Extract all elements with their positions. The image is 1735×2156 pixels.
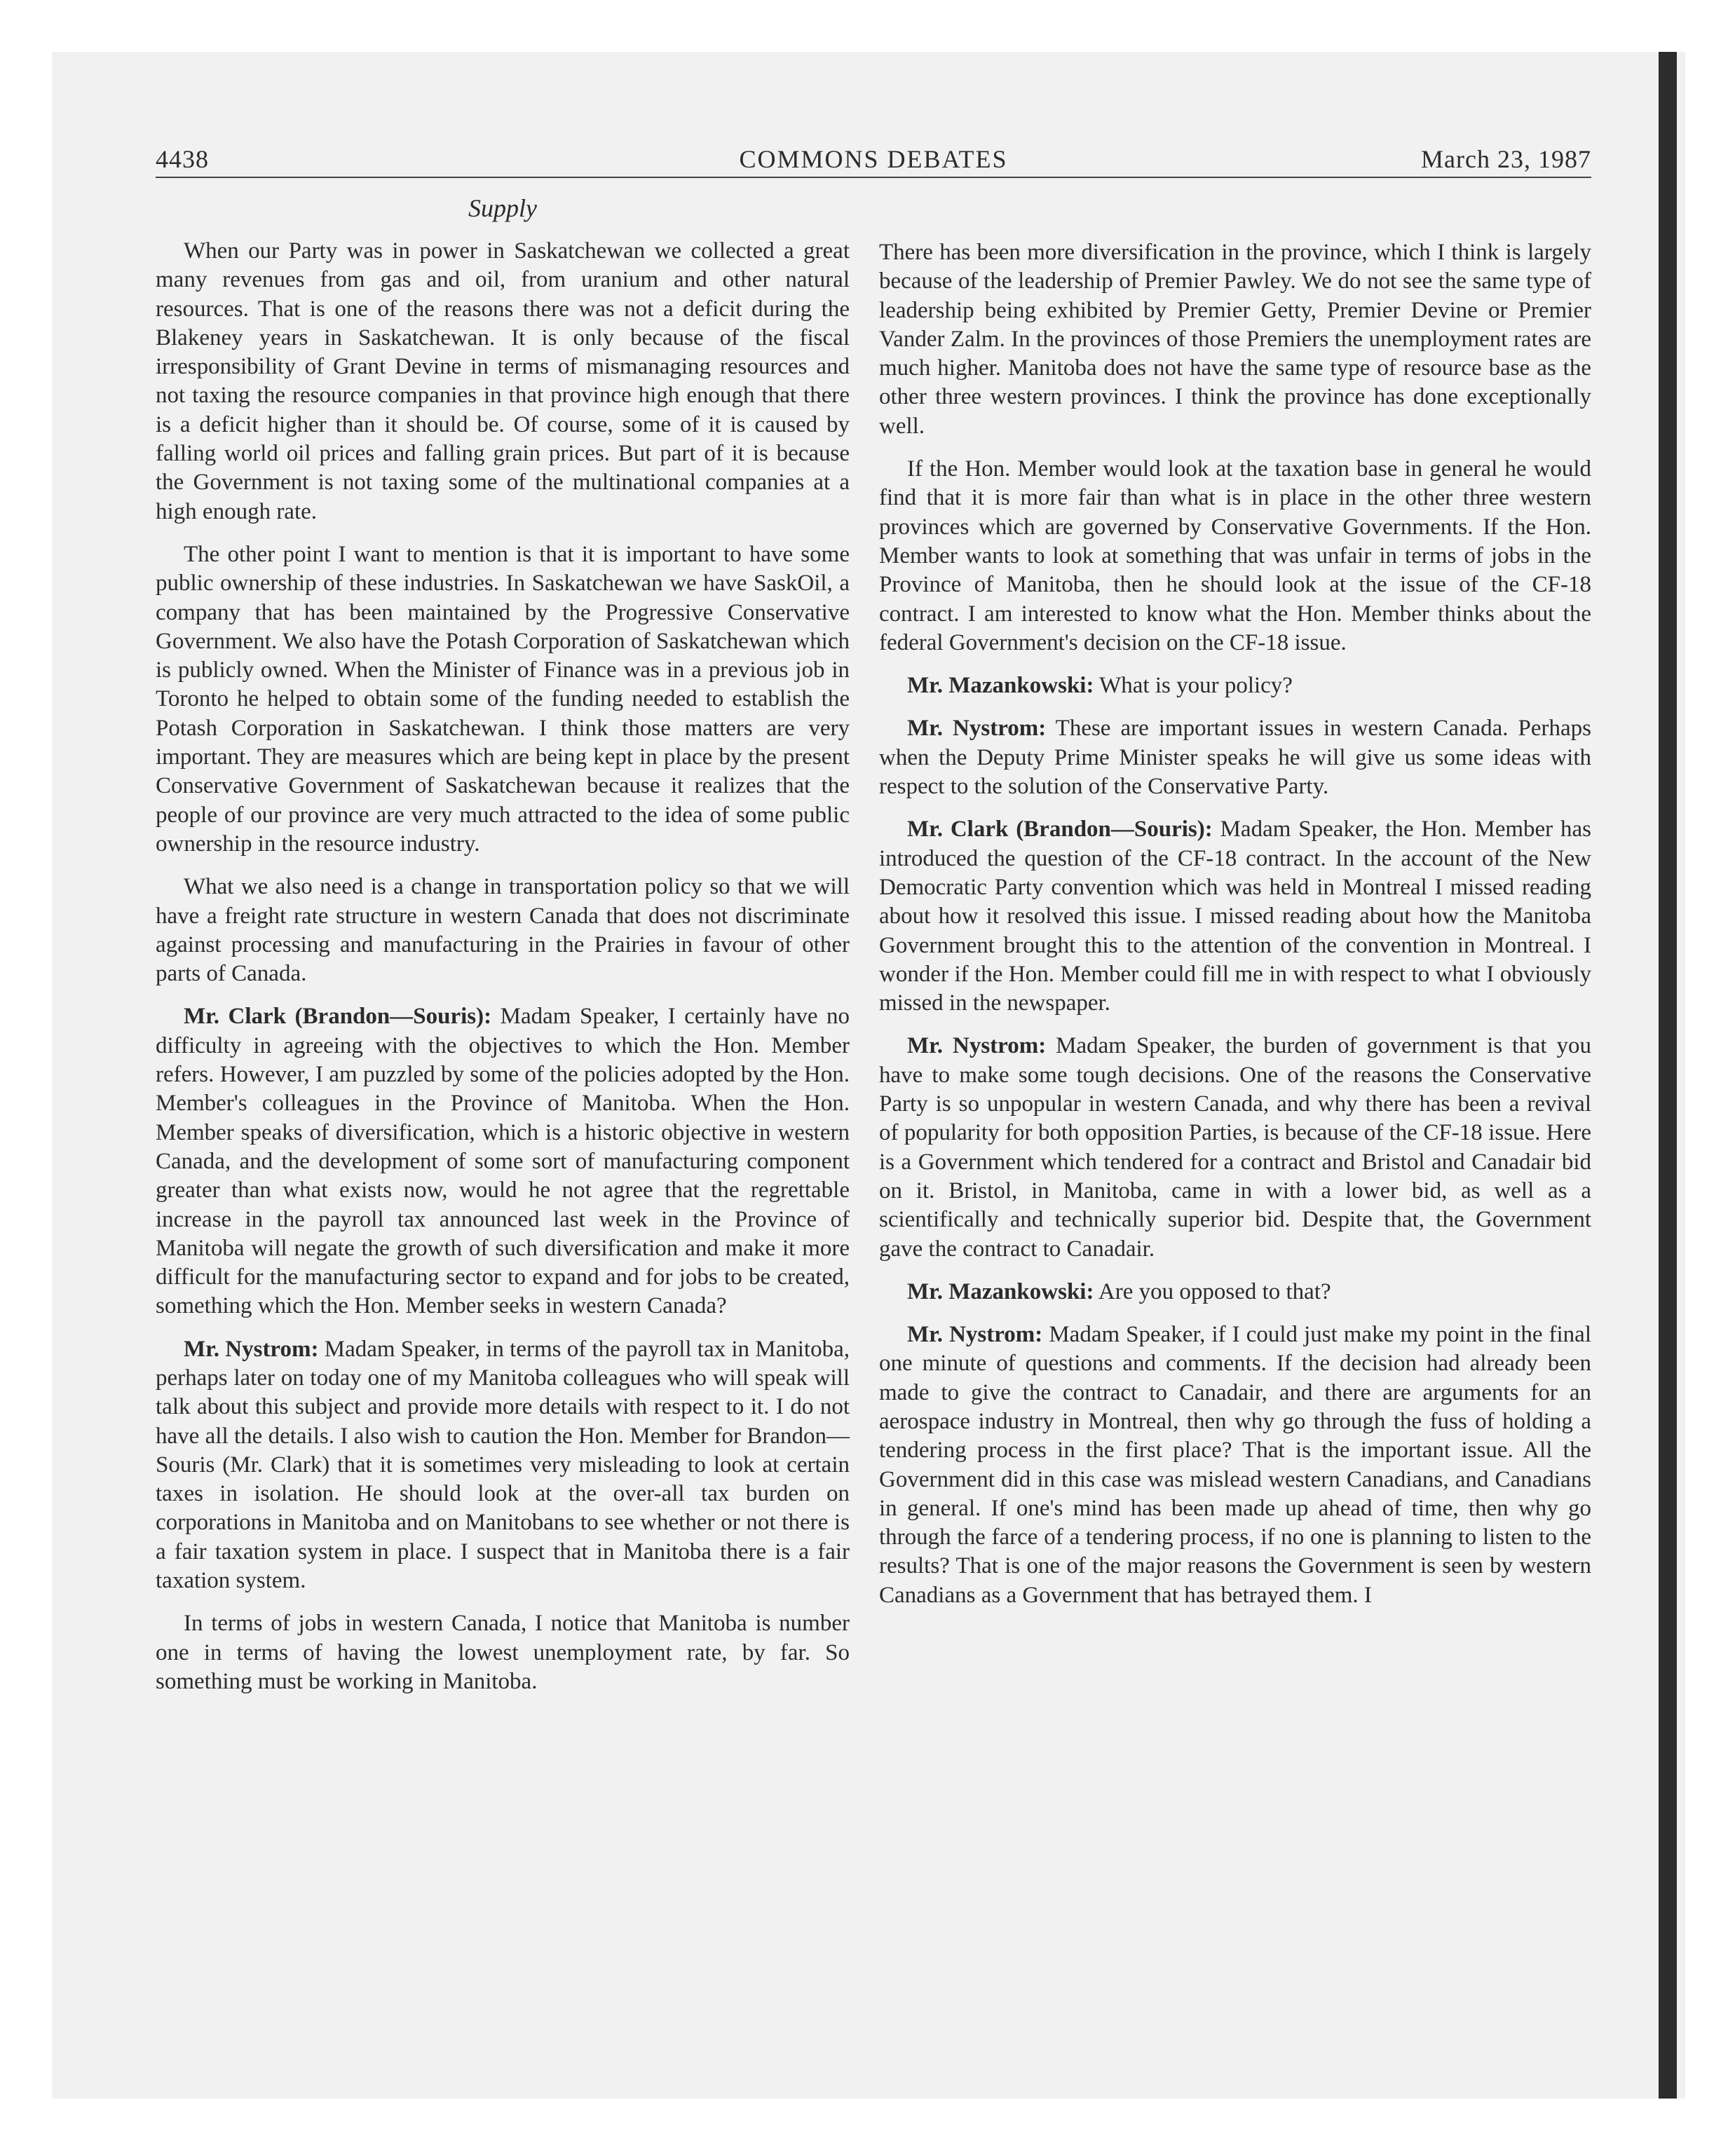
header-rule xyxy=(156,177,1591,178)
paragraph-text: Are you opposed to that? xyxy=(1098,1278,1331,1304)
paragraph-text: What we also need is a change in transportation policy so that we will have a freight rate structure in western Canada that does not discriminate against processing and manufacturing in the Prairies in favour of other parts of Canada. xyxy=(156,874,850,987)
paragraph-text: Madam Speaker, I certainly have no difficulty in agreeing with the objectives to which the Hon. Member refers. However, I am puzzled by some of the policies adopted by the Hon. Member's colleagues in the Province of Manitoba. When the Hon. Member speaks of diversification, which is a historic objective in western Canada, and the development of some sort of manufacturing component greater than what exists now, would he not agree that the regrettable increase in the payroll tax announced last week in the Province of Manitoba will negate the growth of such diversification and make it more difficult for the manufacturing sector to expand and for jobs to be created, something which the Hon. Member seeks in western Canada? xyxy=(156,1004,850,1319)
paragraph-text: Madam Speaker, in terms of the payroll tax in Manitoba, perhaps later on today one of my Manitoba colleagues who will speak will talk about this subject and provide more details with respect to it. I do not have all the details. I also wish to caution the Hon. Member for Brandon—Souris (Mr. Clark) that it is sometimes very misleading to look at certain taxes in isolation. He should look at the over-all tax burden on corporations in Manitoba and on Manitobans to see whether or not there is a fair taxation system in place. I suspect that in Manitoba there is a fair taxation system. xyxy=(156,1336,850,1594)
paragraph xyxy=(879,714,1591,801)
paragraph xyxy=(879,815,1591,1018)
speaker-name: Mr. Nystrom: xyxy=(184,1336,319,1362)
speaker-name: Mr. Nystrom: xyxy=(907,716,1047,742)
paragraph xyxy=(879,1032,1591,1263)
paragraph-text: Madam Speaker, the Hon. Member has introduced the question of the CF-18 contract. In the account of the New Democratic Party convention which was held in Montreal I missed reading about how it resolved this issue. I missed reading about how the Manitoba Government brought this to the attention of the convention in Montreal. I wonder if the Hon. Member could fill me in with respect to what I obviously missed in the newspaper. xyxy=(879,817,1591,1016)
left-column xyxy=(156,237,850,1710)
paragraph-text: What is your policy? xyxy=(1099,673,1293,699)
paragraph xyxy=(156,1335,850,1596)
paragraph-text: In terms of jobs in western Canada, I notice that Manitoba is number one in terms of having the lowest unemployment rate, by far. So something must be working in Manitoba. xyxy=(156,1611,850,1694)
paragraph-text: The other point I want to mention is that it is important to have some public ownership of these industries. In Saskatchewan we have SaskOil, a company that has been maintained by the Progressive Conservative Government. We also have the Potash Corporation of Saskatchewan which is publicly owned. When the Minister of Finance was in a previous job in Toronto he helped to obtain some of the funding needed to establish the Potash Corporation in Saskatchewan. I think those matters are very important. They are measures which are being kept in place by the present Conservative Government of Saskatchewan because it realizes that the people of our province are very much attracted to the idea of some public ownership in the resource industry. xyxy=(156,541,850,857)
speaker-name: Mr. Clark (Brandon—Souris): xyxy=(907,817,1213,842)
paragraph xyxy=(156,873,850,988)
page-date: March 23, 1987 xyxy=(1421,145,1591,173)
paragraph-text: When our Party was in power in Saskatchewan we collected a great many revenues from gas and oil, from uranium and other natural resources. That is one of the reasons there was not a deficit during the Blakeney years in Saskatchewan. It is only because of the fiscal irresponsibility of Grant Devine in terms of mismanaging resources and not taxing the resource companies in that province high enough that there is a deficit higher than it should be. Of course, some of it is caused by falling world oil prices and falling grain prices. But part of it is because the Government is not taxing some of the multinational companies at a high enough rate. xyxy=(156,238,850,524)
publication-title: COMMONS DEBATES xyxy=(739,145,1008,173)
paragraph xyxy=(879,1321,1591,1610)
paragraph xyxy=(879,671,1591,700)
speaker-name: Mr. Mazankowski: xyxy=(907,1278,1094,1304)
speaker-name: Mr. Clark (Brandon—Souris): xyxy=(184,1004,492,1030)
paragraph xyxy=(879,1278,1591,1306)
paragraph-text: These are important issues in western Canada. Perhaps when the Deputy Prime Minister speaks he will give us some ideas with respect to the solution of the Conservative Party. xyxy=(879,716,1591,800)
running-head: Supply xyxy=(468,194,537,222)
page-header xyxy=(156,144,1591,179)
speaker-name: Mr. Mazankowski: xyxy=(907,673,1094,699)
paragraph-text: If the Hon. Member would look at the taxation base in general he would find that it is more fair than what is in place in the other three western provinces which are governed by Conservative Governments. If the Hon. Member wants to look at something that was unfair in terms of jobs in the Province of Manitoba, then he should look at the issue of the CF-18 contract. I am interested to know what the Hon. Member thinks about the federal Government's decision on the CF-18 issue. xyxy=(879,456,1591,655)
right-column xyxy=(879,238,1591,1624)
paragraph xyxy=(156,1609,850,1696)
paragraph-text: Madam Speaker, the burden of government is that you have to make some tough decisions. One of the reasons the Conservative Party is so unpopular in western Canada, and why there has been a revival of popularity for both opposition Parties, is because of the CF-18 issue. Here is a Government which tendered for a contract and Bristol and Canadair bid on it. Bristol, in Manitoba, came in with a lower bid, as well as a scientifically and technically superior bid. Despite that, the Government gave the contract to Canadair. xyxy=(879,1033,1592,1262)
binding-edge xyxy=(1659,52,1677,2099)
paragraph-text: There has been more diversification in the province, which I think is largely because of the leadership of Premier Pawley. We do not see the same type of leadership being exhibited by Premier Getty, Premier Devine or Premier Vander Zalm. In the provinces of those Premiers the unemployment rates are much higher. Manitoba does not have the same type of resource base as the other three western provinces. I think the province has done exceptionally well. xyxy=(879,240,1591,439)
paragraph xyxy=(156,1002,850,1321)
paragraph xyxy=(156,237,850,526)
paragraph xyxy=(879,238,1591,441)
speaker-name: Mr. Nystrom: xyxy=(907,1033,1047,1059)
page-number: 4438 xyxy=(156,145,209,173)
paragraph-text: Madam Speaker, if I could just make my point in the final one minute of questions and comments. If the decision had already been made to give the contract to Canadair, and there are arguments for an aerospace industry in Montreal, then why go through the fuss of holding a tendering process in the first place? That is the important issue. All the Government did in this case was mislead western Canadians, and Canadians in general. If one's mind has been made up ahead of time, then why go through the farce of a tendering process, if no one is planning to listen to the results? That is one of the major reasons the Government is seen by western Canadians as a Government that has betrayed them. I xyxy=(879,1322,1591,1608)
paragraph xyxy=(879,455,1591,657)
paragraph xyxy=(156,540,850,859)
speaker-name: Mr. Nystrom: xyxy=(907,1322,1043,1348)
